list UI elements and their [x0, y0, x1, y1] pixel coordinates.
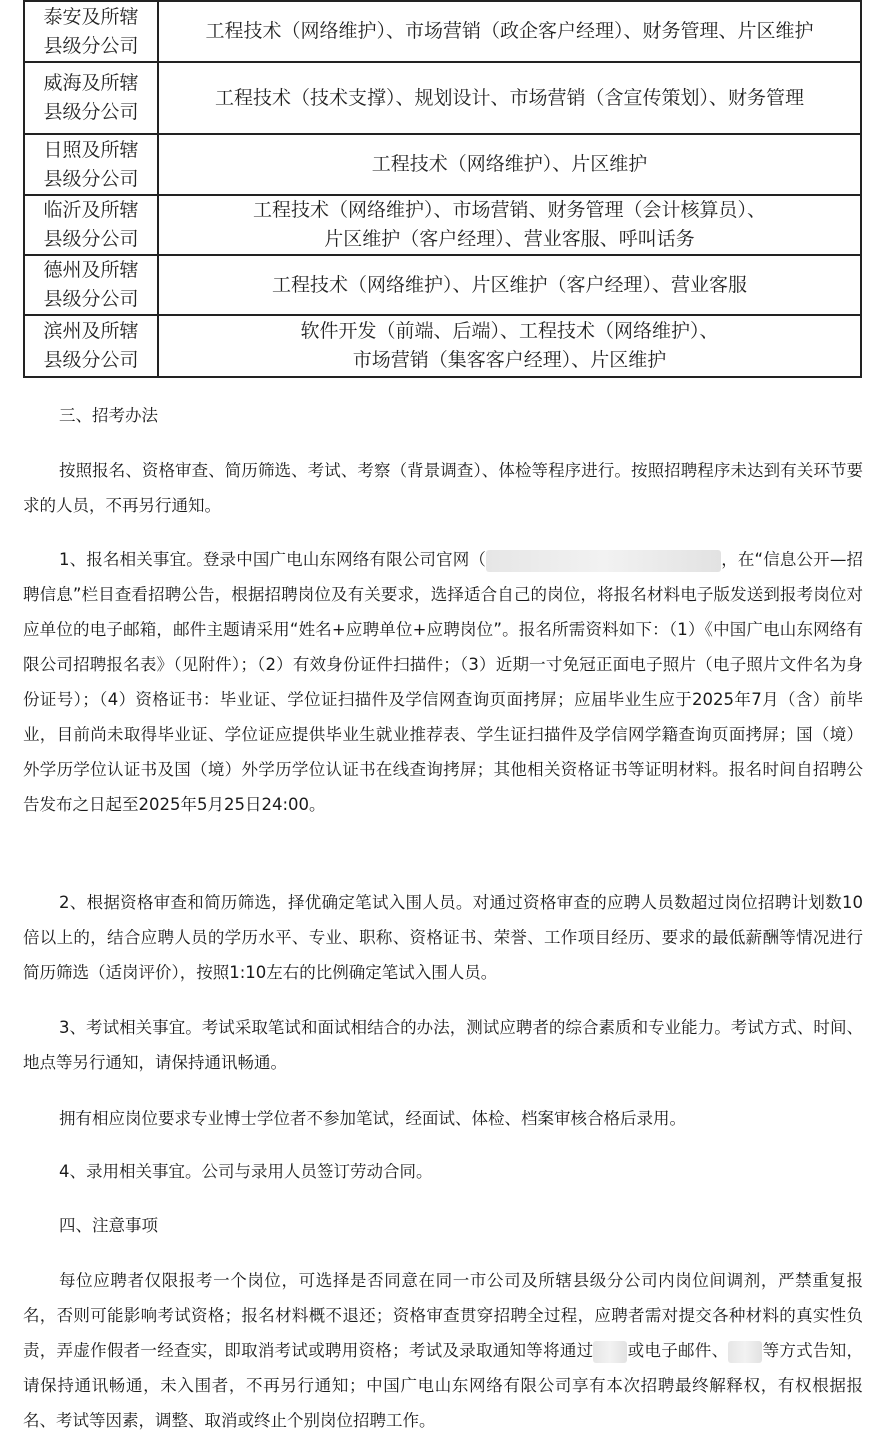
notes-paragraph — [23, 1263, 863, 1438]
city-cell — [24, 62, 158, 134]
positions-line1: 工程技术（网络维护）、片区维护（客户经理）、营业客服 — [271, 273, 747, 296]
phd-exemption-paragraph: 拥有相应岗位要求专业博士学位者不参加笔试，经面试、体检、档案审核合格后录用。 — [59, 1109, 686, 1128]
city-name-line1: 日照及所辖 — [43, 138, 139, 161]
positions-cell — [158, 315, 861, 377]
city-name-line1: 德州及所辖 — [43, 259, 139, 281]
city-name-line2: 县级分公司 — [43, 34, 139, 57]
redacted-website-url — [486, 550, 721, 572]
city-name-line2: 县级分公司 — [43, 288, 139, 310]
table-row — [24, 62, 861, 134]
positions-line1: 工程技术（技术支撑）、规划设计、市场营销（含宣传策划）、财务管理 — [214, 86, 804, 109]
redacted-channel-1 — [593, 1341, 627, 1363]
section-heading-notes: 四、注意事项 — [59, 1216, 158, 1235]
positions-line2: 市场营销（集客客户经理）、片区维护 — [352, 349, 667, 371]
city-name-line1: 临沂及所辖 — [43, 199, 139, 221]
screening-paragraph: 2、根据资格审查和简历筛选，择优确定笔试入围人员。对通过资格审查的应聘人员数超过岗位招聘计划数10倍以上的，结合应聘人员的学历水平、专业、职称、资格证书、荣誉、工作项目经历、要求的最低薪酬等情况进行简历筛选（适岗评价），按照1:10左右的比例确定笔试入围人员。 — [23, 893, 863, 982]
city-name-line1: 威海及所辖 — [43, 72, 139, 94]
redacted-channel-2 — [728, 1341, 762, 1363]
city-cell — [24, 134, 158, 195]
positions-line1: 工程技术（网络维护）、市场营销、财务管理（会计核算员）、 — [252, 199, 766, 221]
city-cell — [24, 315, 158, 377]
city-cell — [24, 255, 158, 315]
table-row — [24, 1, 861, 62]
city-name-line2: 县级分公司 — [43, 228, 139, 250]
table-row — [24, 315, 861, 377]
city-name-line1: 滨州及所辖 — [43, 320, 139, 342]
table-row — [24, 255, 861, 315]
recruitment-intro-paragraph: 按照报名、资格审查、简历筛选、考试、考察（背景调查）、体检等程序进行。按照招聘程序未达到有关环节要求的人员，不再另行通知。 — [23, 461, 863, 515]
city-name-line2: 县级分公司 — [43, 101, 139, 123]
positions-line2: 片区维护（客户经理）、营业客服、呼叫话务 — [324, 228, 695, 250]
notes-text-part2: 或电子邮件、 — [627, 1341, 729, 1360]
registration-paragraph — [23, 542, 863, 822]
positions-cell — [158, 255, 861, 315]
notes-text-part1: 每位应聘者仅限报考一个岗位，可选择是否同意在同一市公司及所辖县级分公司内岗位间调剂，严禁重复报名，否则可能影响考试资格；报名材料概不退还；资格审查贯穿招聘全过程，应聘者需对提交各种材料的真实性负责，弄虚作假者一经查实，即取消考试或聘用资格；考试及录取通知等将通过 — [23, 1271, 863, 1360]
city-cell — [24, 1, 158, 62]
positions-cell — [158, 62, 861, 134]
city-name-line2: 县级分公司 — [43, 349, 139, 371]
registration-text-before-url: 1、报名相关事宜。登录中国广电山东网络有限公司官网（ — [59, 550, 487, 569]
positions-line1: 软件开发（前端、后端）、工程技术（网络维护）、 — [300, 320, 719, 342]
positions-line1: 工程技术（网络维护）、市场营销（政企客户经理）、财务管理、片区维护 — [205, 20, 814, 42]
employment-paragraph: 4、录用相关事宜。公司与录用人员签订劳动合同。 — [59, 1162, 433, 1181]
registration-text-after-url: ，在“信息公开—招聘信息”栏目查看招聘公告，根据招聘岗位及有关要求，选择适合自己的岗位，将报名材料电子版发送到报考岗位对应单位的电子邮箱，邮件主题请采用“姓名+应聘单位+应聘岗位”。报名所需资料如下：（1）《中国广电山东网络有限公司招聘报名表》（见附件）；（2）有效身份证件扫描件；（3）近期一寸免冠正面电子照片（电子照片文件名为身份证号）；（4）资格证书：毕业证、学位证扫描件及学信网查询页面拷屏；应届毕业生应于2025年7月（含）前毕业，目前尚未取得毕业证、学位证应提供毕业生就业推荐表、学生证扫描件及学信网学籍查询页面拷屏；国（境）外学历学位认证书及国（境）外学历学位认证书在线查询拷屏；其他相关资格证书等证明材料。报名时间自招聘公告发布之日起至2025年5月25日24:00。 — [23, 550, 863, 814]
city-name-line2: 县级分公司 — [43, 167, 139, 190]
city-cell — [24, 195, 158, 255]
positions-cell — [158, 195, 861, 255]
positions-line1: 工程技术（网络维护）、片区维护 — [371, 153, 648, 175]
section-heading-recruitment-method: 三、招考办法 — [59, 406, 158, 425]
table-row — [24, 134, 861, 195]
table-row — [24, 195, 861, 255]
exam-paragraph: 3、考试相关事宜。考试采取笔试和面试相结合的办法，测试应聘者的综合素质和专业能力。考试方式、时间、地点等另行通知，请保持通讯畅通。 — [23, 1018, 863, 1072]
notes-text-part3: 等方式告知，请保持通讯畅通，未入围者，不再另行通知；中国广电山东网络有限公司享有本次招聘最终解释权，有权根据报名、考试等因素，调整、取消或终止个别岗位招聘工作。 — [23, 1341, 864, 1430]
positions-cell — [158, 134, 861, 195]
positions-cell — [158, 1, 861, 62]
unit-positions-table — [23, 0, 862, 378]
city-name-line1: 泰安及所辖 — [43, 5, 139, 28]
